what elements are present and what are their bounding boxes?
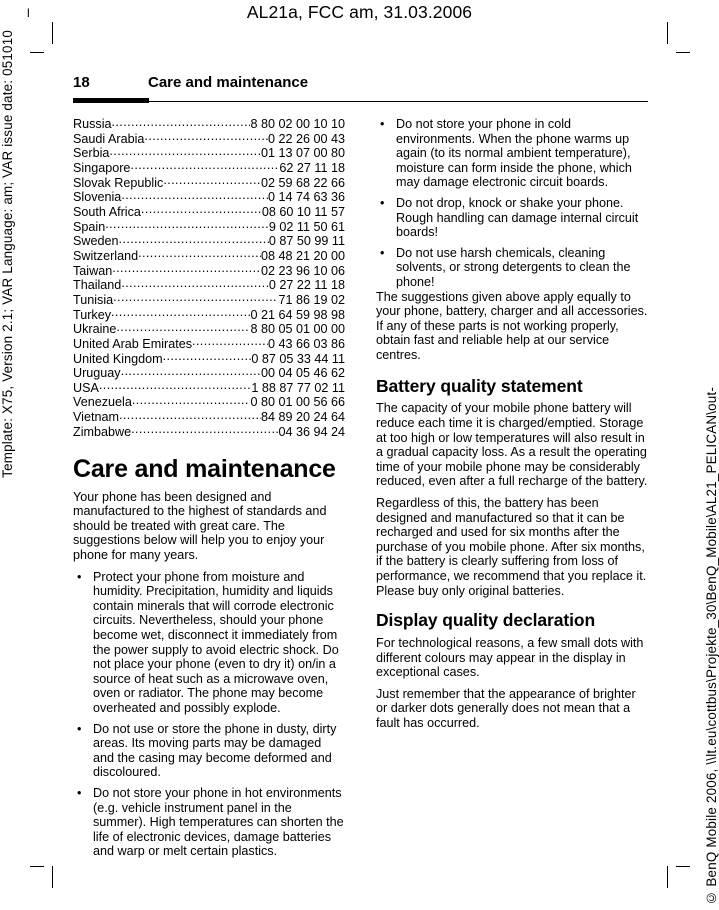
service-number-value: 0 43 66 03 86 [267, 336, 345, 351]
dot-leader [121, 276, 269, 291]
care-bullet-item [376, 246, 648, 290]
copyright-margin-note: © BenQ Mobile 2006, \\lt.eu\cottbus\Projekte_30\BenQ_Mobile\AL21_PELICAN\out- [703, 387, 719, 906]
service-number-country: Tunisia [73, 292, 114, 307]
service-number-country: Switzerland [73, 248, 139, 263]
service-number-list [73, 117, 345, 439]
service-number-country: Singapore [73, 160, 131, 175]
service-number-value: 84 89 20 24 64 [260, 410, 345, 425]
header-rule-thick-segment [73, 98, 149, 103]
service-number-country: Russia [73, 117, 112, 131]
service-number-row [73, 425, 345, 440]
care-bullet-item [376, 196, 648, 240]
service-number-country: USA [73, 380, 99, 395]
bullet-icon: • [77, 569, 82, 584]
dot-leader [163, 173, 261, 188]
crop-mark-top-right-vertical [667, 22, 668, 44]
service-number-country: Slovak Republic [73, 175, 164, 190]
section-title-display: Display quality declaration [376, 610, 596, 631]
service-number-country: Spain [73, 219, 106, 234]
left-column [73, 117, 345, 859]
page-number: 18 [73, 74, 90, 91]
dot-leader [141, 202, 262, 217]
dot-leader [121, 364, 261, 379]
service-number-country: Sweden [73, 234, 119, 249]
service-number-country: Ukraine [73, 322, 117, 337]
header-rule [73, 98, 648, 103]
display-paragraph-1: For technological reasons, a few small dots with different colours may appear in the display in exceptional cases. [376, 636, 644, 680]
care-bullet-item [73, 786, 345, 859]
dot-leader [192, 334, 268, 349]
service-number-country: United Arab Emirates [73, 336, 192, 351]
care-bullet-text: Do not use or store the phone in dusty, dirty areas. Its moving parts may be damaged and the casing may become deformed and discoloured. [93, 721, 337, 780]
service-number-country: United Kingdom [73, 351, 163, 366]
dot-leader [130, 158, 279, 173]
dot-leader [112, 115, 251, 130]
service-number-value: 62 27 11 18 [279, 160, 345, 175]
care-intro-paragraph: Your phone has been designed and manufactured to the highest of standards and should be treated with great care. The suggestions below will help you to enjoy your phone for many years. [73, 489, 327, 563]
dot-leader [132, 393, 251, 408]
service-number-value: 08 48 21 20 00 [260, 248, 345, 263]
job-title: AL21a, FCC am, 31.03.2006 [246, 2, 473, 22]
bullet-icon: • [380, 195, 385, 210]
service-number-value: 0 22 26 00 43 [267, 131, 345, 146]
care-bullet-text: Do not store your phone in cold environments. When the phone warms up again (to its normal ambient temperature), moisture can form inside the phone, which may damage electronic circuit boards. [396, 117, 632, 190]
service-number-value: 04 36 94 24 [278, 424, 345, 439]
service-number-country: Saudi Arabia [73, 131, 145, 146]
dot-leader [163, 349, 252, 364]
crop-mark-left-bottom-horizontal [30, 866, 44, 867]
dot-leader [119, 232, 269, 247]
right-column [376, 117, 648, 738]
service-number-value: 0 27 22 11 18 [268, 278, 345, 293]
dot-leader [138, 246, 261, 261]
battery-paragraph-2: Regardless of this, the battery has been designed and manufactured so that it can be recharged and used for six months after the purchase of you mobile phone. After six months, if the battery is clearly suffering from loss of performance, we recommend that you replace it. Please buy only original batteries. [376, 495, 647, 598]
bullet-icon: • [77, 721, 82, 736]
bullet-icon: • [77, 785, 82, 800]
service-number-country: Vietnam [73, 410, 119, 425]
service-number-country: Taiwan [73, 263, 113, 278]
service-number-value: 8 80 05 01 00 00 [250, 322, 345, 337]
service-number-country: Thailand [73, 278, 122, 293]
dot-leader [99, 378, 251, 393]
service-number-country: Slovenia [73, 190, 122, 205]
service-number-country: Zimbabwe [73, 424, 132, 439]
service-number-value: 02 59 68 22 66 [260, 175, 345, 190]
service-number-value: 71 86 19 02 [278, 292, 345, 307]
crop-mark-right-top-horizontal [676, 52, 690, 53]
display-paragraph-2: Just remember that the appearance of brighter or darker dots generally does not mean that a fault has occurred. [376, 686, 636, 730]
service-number-country: Turkey [73, 307, 112, 322]
service-number-value: 0 80 01 00 56 66 [250, 395, 345, 410]
service-number-country: South Africa [73, 204, 141, 219]
service-number-value: 08 60 10 11 57 [261, 204, 345, 219]
dot-leader [144, 129, 268, 144]
header-rule-thin-segment [149, 101, 648, 102]
service-number-country: Serbia [73, 146, 110, 161]
care-bullet-item [73, 570, 345, 716]
service-number-value: 0 87 05 33 44 11 [251, 351, 345, 366]
dot-leader [116, 320, 250, 335]
service-number-value: 01 13 07 00 80 [260, 146, 345, 161]
service-number-value: 9 02 11 50 61 [268, 219, 345, 234]
care-closing-paragraph: The suggestions given above apply equally to your phone, battery, charger and all accessories. If any of these parts is not working properly, obtain fast and reliable help at our service centres. [376, 289, 648, 362]
corner-mark-glyph: l [27, 6, 30, 20]
bullet-icon: • [380, 245, 385, 260]
service-number-value: 00 04 05 46 62 [260, 366, 345, 381]
care-bullets-left [73, 570, 345, 859]
dot-leader [109, 144, 261, 159]
section-title-care: Care and maintenance [73, 455, 336, 484]
care-bullet-text: Do not store your phone in hot environments (e.g. vehicle instrument panel in the summer). High temperatures can shorten the life of electronic devices, damage batteries and warp or melt certain plastics. [93, 785, 344, 859]
dot-leader [111, 305, 250, 320]
dot-leader [131, 422, 278, 437]
crop-mark-top-left-vertical [52, 22, 53, 44]
care-bullet-text: Protect your phone from moisture and humidity. Precipitation, humidity and liquids contain minerals that will corrode electronic circuits. Nevertheless, should your phone become wet, disconnect it immediately from the power supply to avoid electric shock. Do not place your phone (even to dry it) on/in a source of heat such as a microwave oven, oven or radiator. The phone may become overheated and possibly explode. [93, 569, 339, 715]
dot-leader [119, 408, 261, 423]
service-number-value: 1 88 87 77 02 11 [251, 380, 345, 395]
section-title-battery: Battery quality statement [376, 375, 583, 396]
service-number-value: 0 87 50 99 11 [268, 234, 345, 249]
dot-leader [112, 261, 261, 276]
care-bullets-right [376, 117, 648, 290]
template-margin-note: Template: X75, Version 2.1; VAR Language: am; VAR issue date: 051010 [0, 30, 15, 478]
chapter-title: Care and maintenance [148, 74, 309, 91]
care-bullet-text: Do not drop, knock or shake your phone. Rough handling can damage internal circuit boards! [396, 195, 639, 240]
crop-mark-left-top-horizontal [30, 52, 44, 53]
service-number-value: 8 80 02 00 10 10 [250, 117, 345, 131]
service-number-country: Uruguay [73, 366, 121, 381]
care-bullet-item [73, 722, 345, 780]
service-number-value: 0 21 64 59 98 98 [250, 307, 345, 322]
battery-paragraph-1: The capacity of your mobile phone battery will reduce each time it is charged/emptied. Storage at too high or low temperatures will also result in a gradual capacity loss. As a result the operating time of your mobile phone may be considerably reduced, even after a full recharge of the battery. [376, 401, 648, 489]
crop-mark-bottom-right-vertical [667, 866, 668, 888]
service-number-value: 02 23 96 10 06 [260, 263, 345, 278]
dot-leader [113, 290, 278, 305]
dot-leader [121, 188, 268, 203]
dot-leader [105, 217, 269, 232]
service-number-value: 0 14 74 63 36 [267, 190, 345, 205]
crop-mark-bottom-left-vertical [52, 866, 53, 888]
crop-mark-right-bottom-horizontal [676, 866, 690, 867]
care-bullet-item [376, 117, 648, 190]
bullet-icon: • [380, 117, 385, 131]
care-bullet-text: Do not use harsh chemicals, cleaning solvents, or strong detergents to clean the phone! [396, 245, 631, 289]
service-number-country: Venezuela [73, 395, 132, 410]
